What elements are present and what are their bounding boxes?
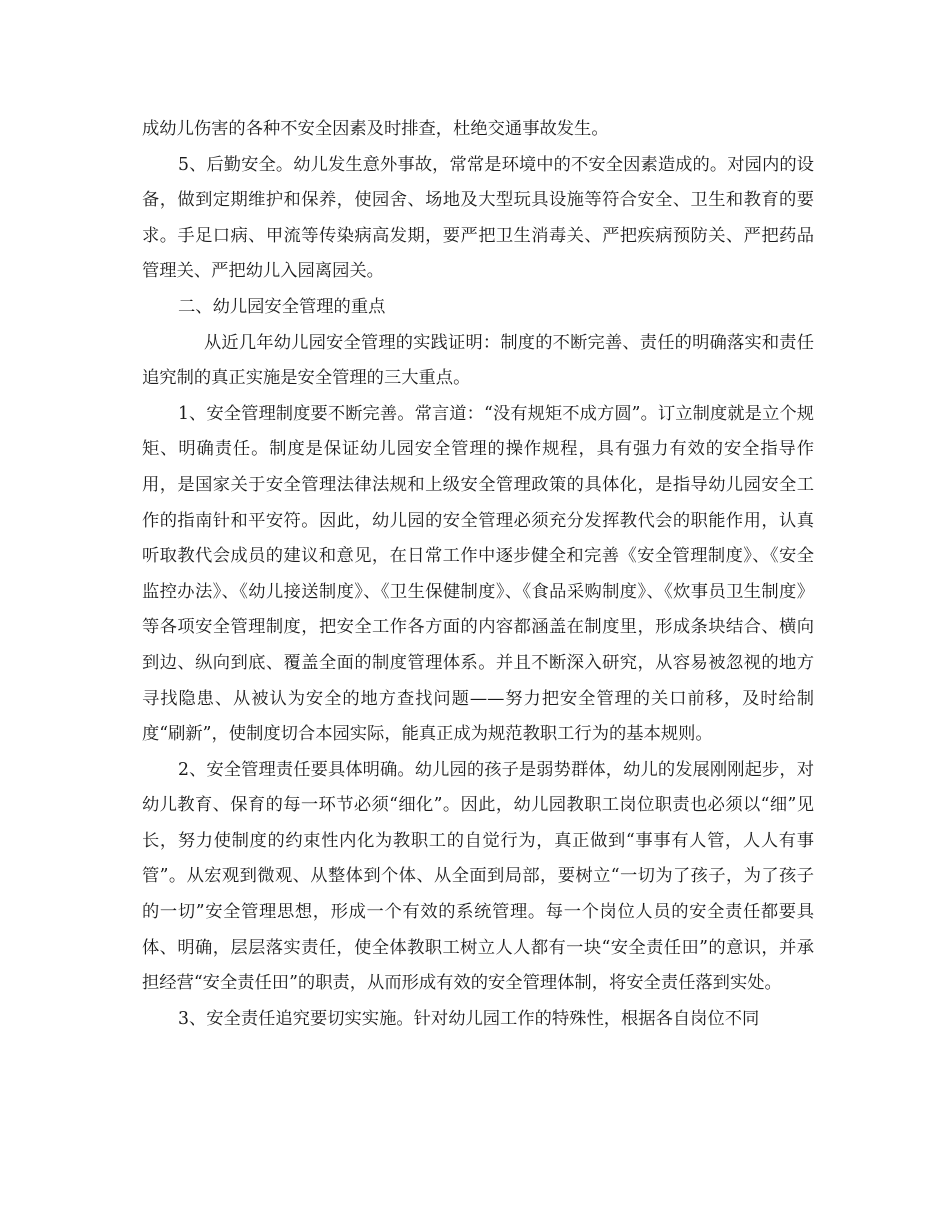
paragraph-logistics-safety: 5、后勤安全。幼儿发生意外事故，常常是环境中的不安全因素造成的。对园内的设备，做到定期维护和保养，使园舍、场地及大型玩具设施等符合安全、卫生和教育的要求。手足口病、甲流等传染病高发期，要严把卫生消毒关、严把疾病预防关、严把药品管理关、严把幼儿入园离园关。 — [142, 154, 814, 282]
paragraph-continuation: 成幼儿伤害的各种不安全因素及时排查，杜绝交通事故发生。 — [142, 119, 609, 139]
paragraph-intro: 从近几年幼儿园安全管理的实践证明：制度的不断完善、责任的明确落实和责任追究制的真正实施是安全管理的三大重点。 — [142, 332, 814, 389]
paragraph-responsibility: 2、安全管理责任要具体明确。幼儿园的孩子是弱势群体，幼儿的发展刚刚起步，对幼儿教育、保育的每一环节必须“细化”。因此，幼儿园教职工岗位职责也必须以“细”见长，努力使制度的约束性内化为教职工的自觉行为，真正做到“事事有人管，人人有事管”。从宏观到微观、从整体到个体、从全面到局部，要树立“一切为了孩子，为了孩子的一切”安全管理思想，形成一个有效的系统管理。每一个岗位人员的安全责任都要具体、明确，层层落实责任，使全体教职工树立人人都有一块“安全责任田”的意识，并承担经营“安全责任田”的职责，从而形成有效的安全管理体制，将安全责任落到实处。 — [142, 759, 814, 994]
document-body — [142, 112, 814, 1037]
section-heading: 二、幼儿园安全管理的重点 — [178, 296, 386, 317]
paragraph-rules: 1、安全管理制度要不断完善。常言道：“没有规矩不成方圆”。订立制度就是立个规矩、明确责任。制度是保证幼儿园安全管理的操作规程，具有强力有效的安全指导作用，是国家关于安全管理法律法规和上级安全管理政策的具体化，是指导幼儿园安全工作的指南针和平安符。因此，幼儿园的安全管理必须充分发挥教代会的职能作用，认真听取教代会成员的建议和意见，在日常工作中逐步健全和完善《安全管理制度》、《安全监控办法》、《幼儿接送制度》、《卫生保健制度》、《食品采购制度》、《炊事员卫生制度》等各项安全管理制度，把安全工作各方面的内容都涵盖在制度里，形成条块结合、横向到边、纵向到底、覆盖全面的制度管理体系。并且不断深入研究，从容易被忽视的地方寻找隐患、从被认为安全的地方查找问题——努力把安全管理的关口前移，及时给制度“刷新”，使制度切合本园实际，能真正成为规范教职工行为的基本规则。 — [142, 403, 814, 745]
paragraph-accountability: 3、安全责任追究要切实实施。针对幼儿园工作的特殊性，根据各自岗位不同 — [178, 1008, 760, 1029]
